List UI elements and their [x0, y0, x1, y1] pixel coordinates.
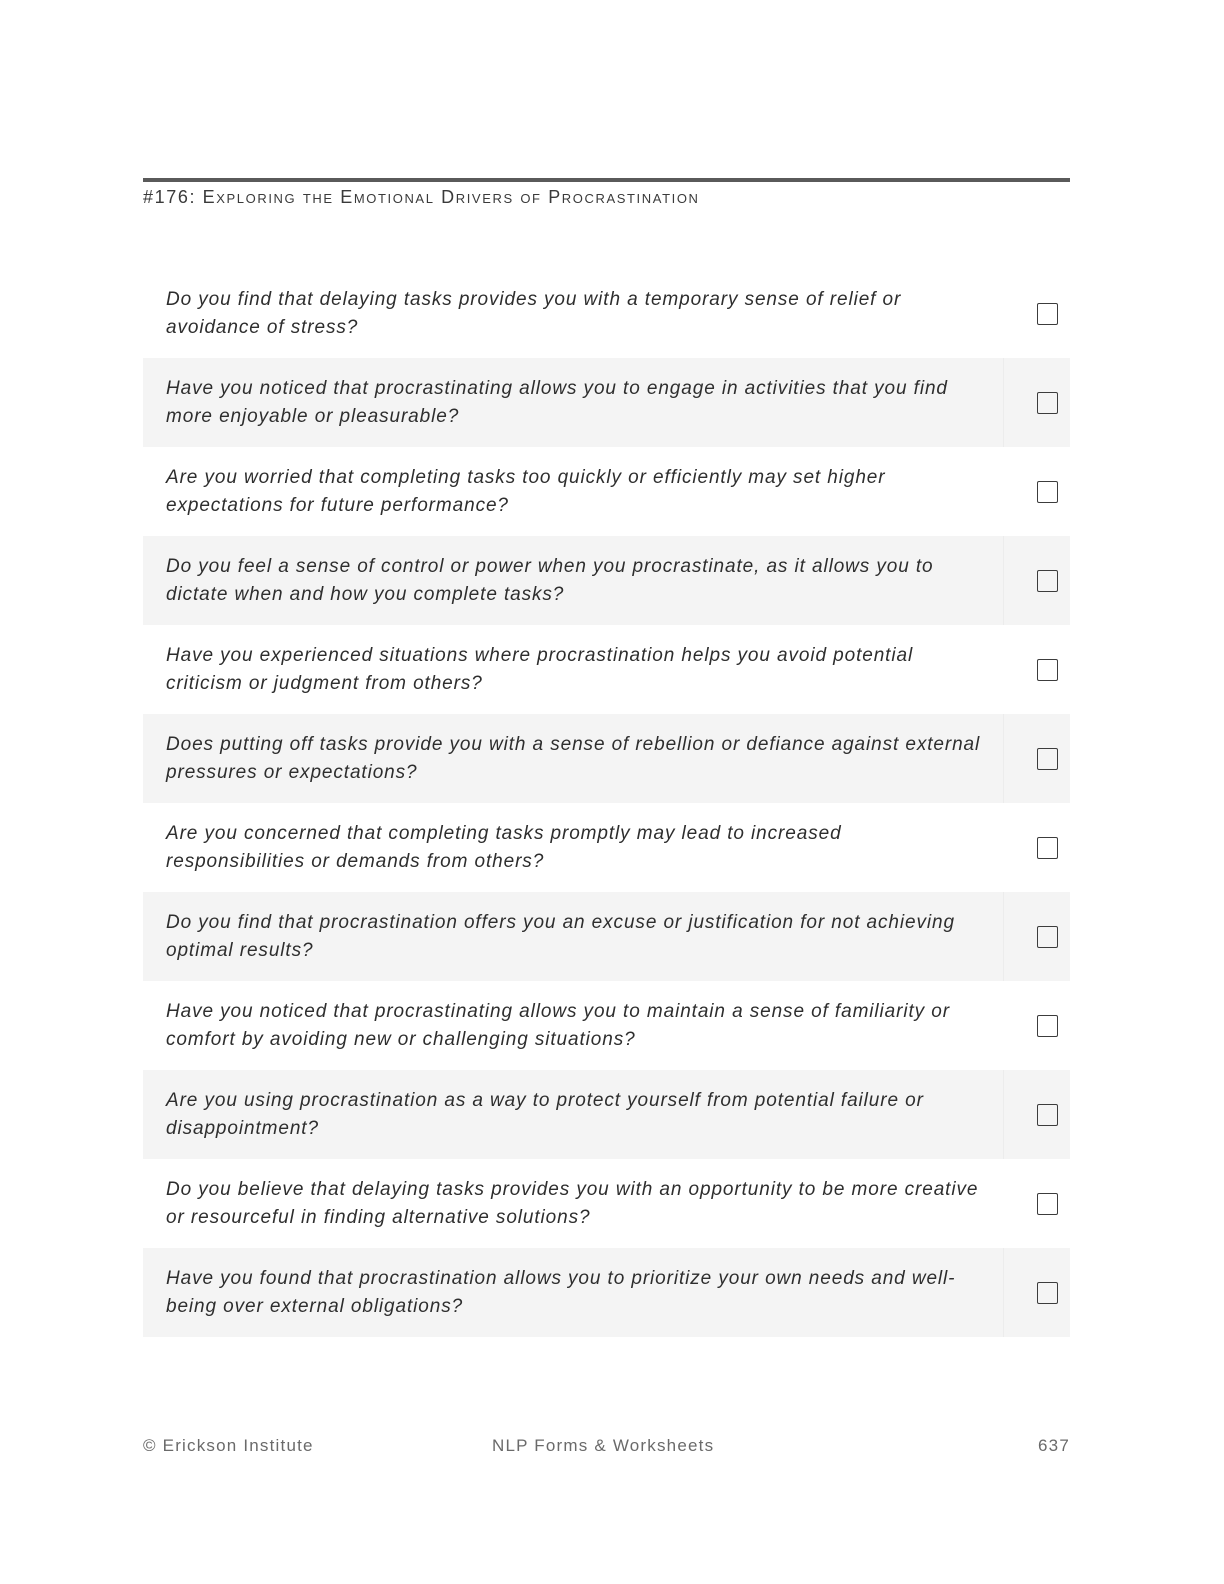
checkbox-cell — [1003, 981, 1070, 1070]
question-text-cell — [143, 892, 1003, 981]
question-text-cell — [143, 981, 1003, 1070]
question-row — [143, 447, 1070, 536]
title-rule-divider — [143, 178, 1070, 182]
footer-copyright: © Erickson Institute — [143, 1436, 314, 1455]
question-row — [143, 1248, 1070, 1337]
question-table — [143, 269, 1070, 1337]
page-footer — [143, 1436, 1070, 1460]
question-text: Are you worried that completing tasks too quickly or efficiently may set higher expectations for future performance? — [166, 466, 886, 516]
question-text-cell — [143, 447, 1003, 536]
question-checkbox[interactable] — [1037, 926, 1058, 948]
worksheet-page — [143, 0, 1070, 1584]
question-checkbox[interactable] — [1037, 1282, 1058, 1304]
question-checkbox[interactable] — [1037, 392, 1058, 414]
checkbox-cell — [1003, 269, 1070, 358]
footer-book-title: NLP Forms & Worksheets — [492, 1436, 715, 1455]
question-checkbox[interactable] — [1037, 1015, 1058, 1037]
question-text: Have you experienced situations where procrastination helps you avoid potential criticism or judgment from others? — [166, 644, 914, 694]
question-text-cell — [143, 1159, 1003, 1248]
question-checkbox[interactable] — [1037, 481, 1058, 503]
question-row — [143, 1070, 1070, 1159]
checkbox-cell — [1003, 1248, 1070, 1337]
question-text-cell — [143, 1248, 1003, 1337]
question-text: Do you believe that delaying tasks provides you with an opportunity to be more creative or resourceful in finding alternative solutions? — [166, 1178, 979, 1228]
question-text: Are you using procrastination as a way to protect yourself from potential failure or disappointment? — [166, 1089, 924, 1139]
checkbox-cell — [1003, 625, 1070, 714]
question-row — [143, 981, 1070, 1070]
question-row — [143, 269, 1070, 358]
question-text-cell — [143, 803, 1003, 892]
question-checkbox[interactable] — [1037, 570, 1058, 592]
question-text: Have you noticed that procrastinating allows you to maintain a sense of familiarity or comfort by avoiding new or challenging situations? — [166, 1000, 950, 1050]
question-checkbox[interactable] — [1037, 1193, 1058, 1215]
question-row — [143, 536, 1070, 625]
question-checkbox[interactable] — [1037, 303, 1058, 325]
checkbox-cell — [1003, 358, 1070, 447]
question-row — [143, 1159, 1070, 1248]
question-checkbox[interactable] — [1037, 748, 1058, 770]
question-text: Do you find that procrastination offers you an excuse or justification for not achieving optimal results? — [166, 911, 955, 961]
question-text-cell — [143, 536, 1003, 625]
question-checkbox[interactable] — [1037, 659, 1058, 681]
footer-page-number: 637 — [1038, 1436, 1070, 1455]
checkbox-cell — [1003, 714, 1070, 803]
question-text-cell — [143, 714, 1003, 803]
checkbox-cell — [1003, 1159, 1070, 1248]
question-checkbox[interactable] — [1037, 1104, 1058, 1126]
question-text: Have you noticed that procrastinating allows you to engage in activities that you find more enjoyable or pleasurable? — [166, 377, 948, 427]
checkbox-cell — [1003, 536, 1070, 625]
question-row — [143, 625, 1070, 714]
page-title: #176: Exploring the Emotional Drivers of Procrastination — [143, 187, 700, 207]
question-text-cell — [143, 625, 1003, 714]
question-text-cell — [143, 358, 1003, 447]
question-checkbox[interactable] — [1037, 837, 1058, 859]
checkbox-cell — [1003, 892, 1070, 981]
question-text-cell — [143, 1070, 1003, 1159]
question-text: Have you found that procrastination allows you to prioritize your own needs and well-being over external obligations? — [166, 1267, 956, 1317]
question-text: Does putting off tasks provide you with a sense of rebellion or defiance against external pressures or expectations? — [166, 733, 981, 783]
question-row — [143, 892, 1070, 981]
question-text: Do you find that delaying tasks provides you with a temporary sense of relief or avoidance of stress? — [166, 288, 902, 338]
question-text-cell — [143, 269, 1003, 358]
checkbox-cell — [1003, 447, 1070, 536]
question-row — [143, 803, 1070, 892]
question-row — [143, 714, 1070, 803]
question-text: Do you feel a sense of control or power when you procrastinate, as it allows you to dictate when and how you complete tasks? — [166, 555, 934, 605]
checkbox-cell — [1003, 803, 1070, 892]
checkbox-cell — [1003, 1070, 1070, 1159]
question-text: Are you concerned that completing tasks promptly may lead to increased responsibilities or demands from others? — [166, 822, 842, 872]
question-row — [143, 358, 1070, 447]
